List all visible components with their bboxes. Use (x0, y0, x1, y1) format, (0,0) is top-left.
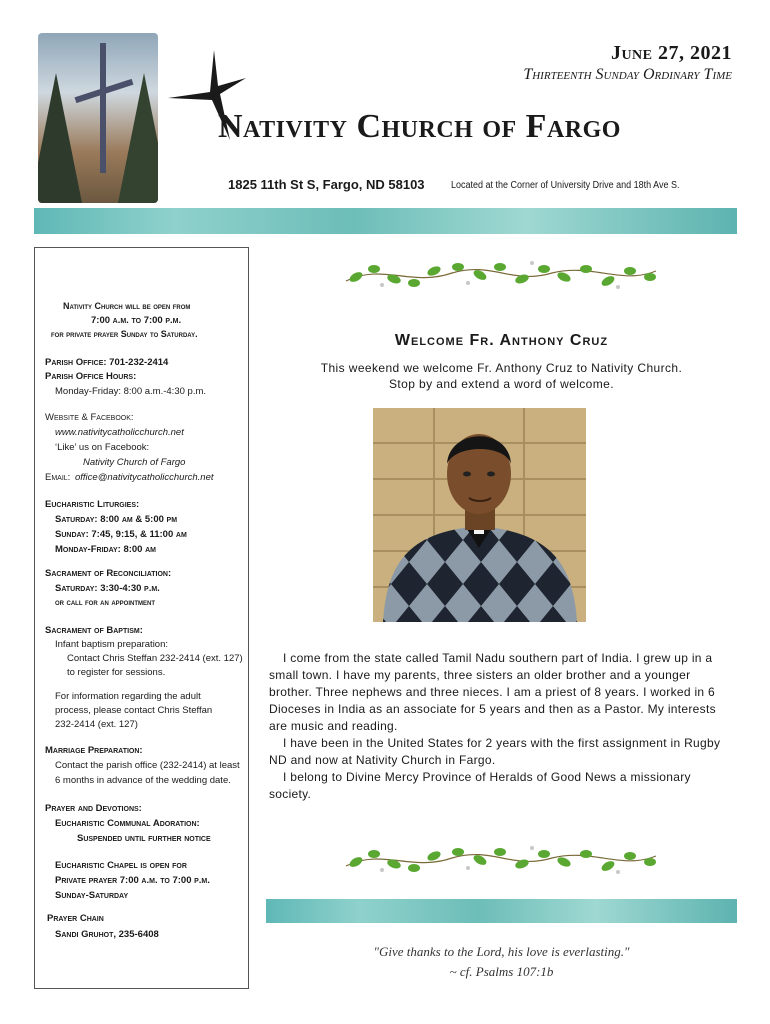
liturgies-label: Eucharistic Liturgies: (45, 499, 140, 510)
header-band (34, 208, 737, 234)
quote-text: "Give thanks to the Lord, his love is everlasting." (373, 944, 630, 959)
marriage-line1: Contact the parish office (232-2414) at least (55, 760, 240, 771)
article-paragraph: I have been in the United States for 2 years with the first assignment in Rugby ND and now at Nativity Church in Fargo. (269, 736, 721, 767)
article-body (269, 650, 735, 803)
adult-line2: process, please contact Chris Steffan (55, 705, 213, 716)
reconciliation-note: or call for an appointment (55, 597, 155, 607)
article-paragraph: I come from the state called Tamil Nadu southern part of India. I grew up in a small town. I have my parents, three sisters an older brother and a younger brother. Three nephews and three nieces. I am a priest of 8 years. I worked in 6 Dioceses in India as an associate for 5 years and then as a Pastor. My interests are music and reading. (269, 651, 716, 733)
saturday-mass: Saturday: 8:00 am & 5:00 pm (55, 514, 178, 525)
article-paragraph: I belong to Divine Mercy Province of Heralds of Good News a missionary society. (269, 770, 691, 801)
adult-line1: For information regarding the adult (55, 691, 201, 702)
parish-office-phone: Parish Office: 701-232-2414 (45, 357, 169, 368)
reconciliation-label: Sacrament of Reconciliation: (45, 568, 172, 579)
intro-line-1: This weekend we welcome Fr. Anthony Cruz to Nativity Church. (320, 361, 683, 375)
baptism-line3: to register for sessions. (67, 667, 166, 678)
facebook-like: ‘Like’ us on Facebook: (55, 442, 150, 453)
open-hours-line3: for private prayer Sunday to Saturday. (51, 329, 198, 339)
prayer-chain-label: Prayer Chain (47, 913, 104, 924)
adoration-note: Suspended until further notice (77, 833, 211, 844)
intro-line-2: Stop by and extend a word of welcome. (389, 377, 614, 391)
marriage-label: Marriage Preparation: (45, 745, 143, 756)
vine-divider-icon (342, 257, 660, 293)
email-link[interactable]: office@nativitycatholicchurch.net (75, 472, 214, 483)
sunday-mass: Sunday: 7:45, 9:15, & 11:00 am (55, 529, 187, 540)
email-label: Email: (45, 472, 71, 483)
prayer-label: Prayer and Devotions: (45, 803, 142, 814)
church-photo (38, 33, 158, 203)
scripture-quote (266, 942, 737, 982)
quote-citation: ~ cf. Psalms 107:1b (449, 964, 554, 979)
chapel-line1: Eucharistic Chapel is open for (55, 860, 187, 871)
liturgical-season: Thirteenth Sunday Ordinary Time (523, 66, 732, 83)
baptism-line2: Contact Chris Steffan 232-2414 (ext. 127) (67, 653, 243, 664)
office-hours: Monday-Friday: 8:00 a.m.-4:30 p.m. (55, 386, 207, 397)
page-title: Nativity Church of Fargo (218, 108, 621, 145)
article-heading: Welcome Fr. Anthony Cruz (394, 332, 609, 349)
vine-divider-icon (342, 842, 660, 878)
bulletin-date: June 27, 2021 (610, 42, 732, 64)
web-label: Website & Facebook: (45, 412, 134, 423)
weekday-mass: Monday-Friday: 8:00 am (55, 544, 156, 555)
chapel-line3: Sunday-Saturday (55, 890, 129, 901)
open-hours-line1: Nativity Church will be open from (63, 301, 191, 311)
open-hours-line2: 7:00 a.m. to 7:00 p.m. (91, 315, 182, 326)
baptism-label: Sacrament of Baptism: (45, 625, 143, 636)
info-sidebar (34, 247, 249, 989)
footer-band (266, 899, 737, 923)
baptism-line1: Infant baptism preparation: (55, 639, 169, 650)
marriage-line2: 6 months in advance of the wedding date. (55, 775, 231, 786)
prayer-chain-contact: Sandi Gruhot, 235-6408 (55, 929, 159, 940)
adoration-label: Eucharistic Communal Adoration: (55, 818, 200, 829)
facebook-page-link[interactable]: Nativity Church of Fargo (83, 457, 186, 468)
adult-line3: 232-2414 (ext. 127) (55, 719, 138, 730)
chapel-line2: Private prayer 7:00 a.m. to 7:00 p.m. (55, 875, 210, 886)
article-intro (266, 360, 737, 392)
reconciliation-time: Saturday: 3:30-4:30 p.m. (55, 583, 160, 594)
church-address: 1825 11th St S, Fargo, ND 58103 (228, 177, 425, 192)
address-note: Located at the Corner of University Drive and 18th Ave S. (451, 180, 680, 191)
priest-portrait (373, 408, 586, 622)
office-hours-label: Parish Office Hours: (45, 371, 137, 382)
website-link[interactable]: www.nativitycatholicchurch.net (55, 427, 184, 438)
